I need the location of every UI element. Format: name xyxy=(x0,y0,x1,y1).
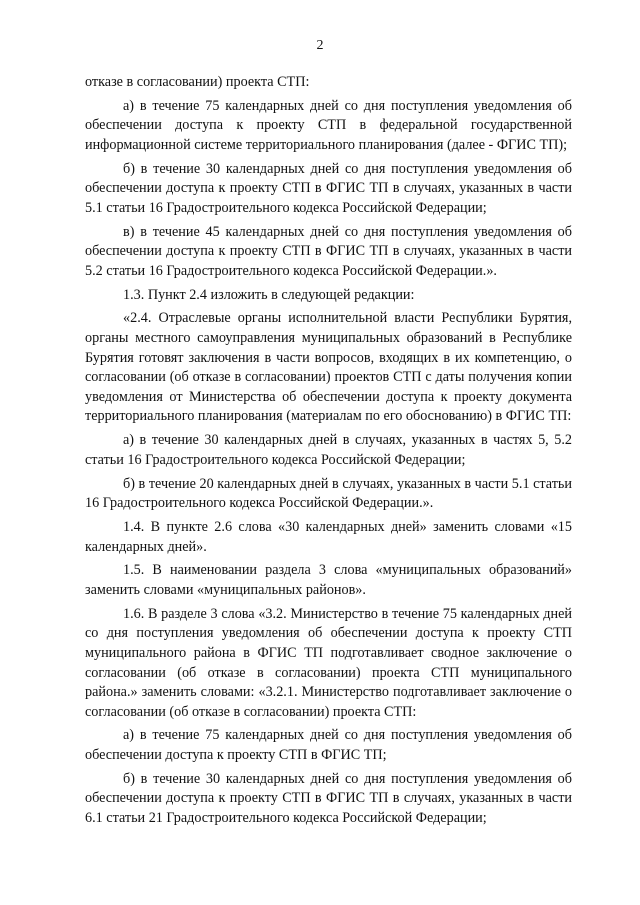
document-body xyxy=(85,73,572,833)
paragraph: а) в течение 30 календарных дней в случаях, указанных в частях 5, 5.2 статьи 16 Градостроительного кодекса Российской Федерации; xyxy=(85,432,572,468)
paragraph: 1.6. В разделе 3 слова «3.2. Министерство в течение 75 календарных дней со дня поступления уведомления об обеспечении доступа к проекту СТП муниципального района в ФГИС ТП подготавливает сводное заключение о согласовании (об отказе в согласовании) проекта СТП муниципального района.» заменить словами: «3.2.1. Министерство подготавливает заключение о согласовании (об отказе в согласовании) проекта СТП: xyxy=(85,605,572,720)
paragraph: «2.4. Отраслевые органы исполнительной власти Республики Бурятия, органы местного самоуправления муниципальных образований в Республике Бурятия готовят заключения в части вопросов, входящих в их компетенцию, о согласовании (об отказе в согласовании) проектов СТП с даты получения копии уведомления от Министерства об обеспечении доступа к проекту документа территориального планирования (материалам по его обоснованию) в ФГИС ТП: xyxy=(85,310,572,425)
page-number: 2 xyxy=(316,38,324,53)
paragraph: б) в течение 30 календарных дней со дня поступления уведомления об обеспечении доступа к проекту СТП в ФГИС ТП в случаях, указанных в части 5.1 статьи 16 Градостроительного кодекса Российской Федерации; xyxy=(85,160,572,216)
paragraph: а) в течение 75 календарных дней со дня поступления уведомления об обеспечении доступа к проекту СТП в ФГИС ТП; xyxy=(85,727,572,764)
paragraph: а) в течение 75 календарных дней со дня поступления уведомления об обеспечении доступа к проекту СТП в федеральной государственной информационной системе территориального планирования (далее - ФГИС ТП); xyxy=(85,97,572,153)
paragraph: б) в течение 30 календарных дней со дня поступления уведомления об обеспечении доступа к проекту СТП в ФГИС ТП в случаях, указанных в части 6.1 статьи 21 Градостроительного кодекса Российской Федерации; xyxy=(85,770,572,827)
paragraph: б) в течение 20 календарных дней в случаях, указанных в части 5.1 статьи 16 Градостроительного кодекса Российской Федерации.». xyxy=(85,475,572,512)
paragraph: 1.4. В пункте 2.6 слова «30 календарных дней» заменить словами «15 календарных дней». xyxy=(85,518,572,555)
paragraph: отказе в согласовании) проекта СТП: xyxy=(85,74,310,90)
paragraph: 1.3. Пункт 2.4 изложить в следующей редакции: xyxy=(123,286,415,303)
paragraph: в) в течение 45 календарных дней со дня поступления уведомления об обеспечении доступа к проекту СТП в ФГИС ТП в случаях, указанных в части 5.2 статьи 16 Градостроительного кодекса Российской Федерации.». xyxy=(85,223,572,279)
paragraph: 1.5. В наименовании раздела 3 слова «муниципальных образований» заменить словами «муниципальных районов». xyxy=(85,562,572,598)
